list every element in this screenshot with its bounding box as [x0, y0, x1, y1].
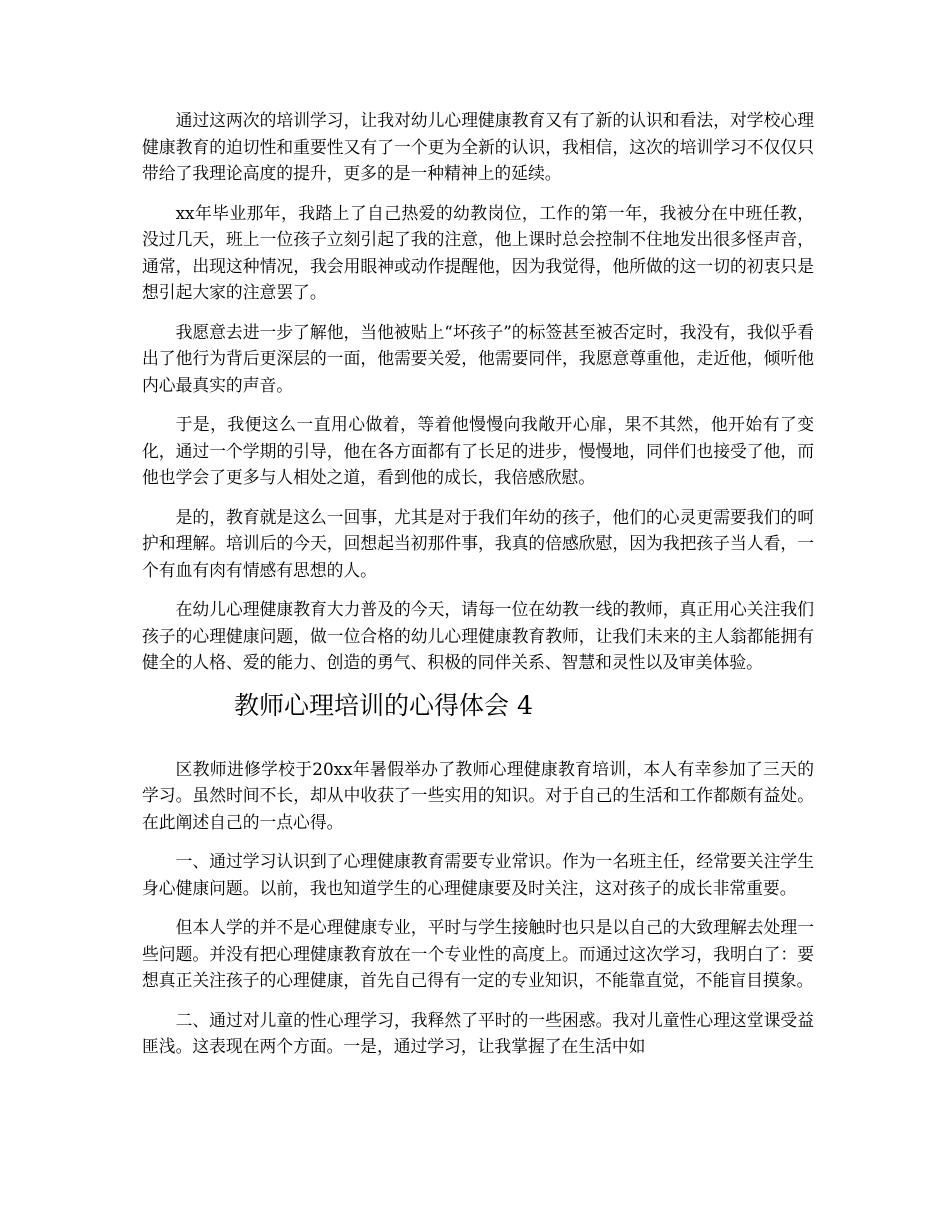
paragraph-1: 通过这两次的培训学习，让我对幼儿心理健康教育又有了新的认识和看法，对学校心理健康教育的迫切性和重要性又有了一个更为全新的认识，我相信，这次的培训学习不仅仅只带给了我理论高度的提升，更多的是一种精神上的延续。: [142, 110, 814, 183]
paragraph-10: 二、通过对儿童的性心理学习，我释然了平时的一些困惑。我对儿童性心理这堂课受益匪浅。这表现在两个方面。一是，通过学习，让我掌握了在生活中如: [142, 1009, 814, 1056]
paragraph-3: 我愿意去进一步了解他，当他被贴上“坏孩子”的标签甚至被否定时，我没有，我似乎看出了他行为背后更深层的一面，他需要关爱，他需要同伴，我愿意尊重他，走近他，倾听他内心最真实的声音。: [142, 321, 814, 395]
paragraph-5: 是的，教育就是这么一回事，尤其是对于我们年幼的孩子，他们的心灵更需要我们的呵护和理解。培训后的今天，回想起当初那件事，我真的倍感欣慰，因为我把孩子当人看，一个有血有肉有情感有思想的人。: [142, 506, 814, 580]
paragraph-2: xx年毕业那年，我踏上了自己热爱的幼教岗位，工作的第一年，我被分在中班任教，没过几天，班上一位孩子立刻引起了我的注意，他上课时总会控制不住地发出很多怪声音，通常，出现这种情况，我会用眼神或动作提醒他，因为我觉得，他所做的这一切的初衷只是想引起大家的注意罢了。: [142, 202, 814, 302]
paragraph-4: 于是，我便这么一直用心做着，等着他慢慢向我敞开心扉，果不其然，他开始有了变化，通过一个学期的引导，他在各方面都有了长足的进步，慢慢地，同伴们也接受了他，而他也学会了更多与人相处之道，看到他的成长，我倍感欣慰。: [142, 414, 814, 487]
section-heading: 教师心理培训的心得体会 4: [234, 690, 533, 720]
paragraph-8: 一、通过学习认识到了心理健康教育需要专业常识。作为一名班主任，经常要关注学生身心健康问题。以前，我也知道学生的心理健康要及时关注，这对孩子的成长非常重要。: [142, 851, 814, 898]
document-page: [142, 107, 814, 1073]
paragraph-9: 但本人学的并不是心理健康专业，平时与学生接触时也只是以自己的大致理解去处理一些问题。并没有把心理健康教育放在一个专业性的高度上。而通过这次学习，我明白了：要想真正关注孩子的心理健康，首先自己得有一定的专业知识，不能靠直觉，不能盲目摸象。: [142, 917, 814, 990]
paragraph-6: 在幼儿心理健康教育大力普及的今天，请每一位在幼教一线的教师，真正用心关注我们孩子的心理健康问题，做一位合格的幼儿心理健康教育教师，让我们未来的主人翁都能拥有健全的人格、爱的能力、创造的勇气、积极的同伴关系、智慧和灵性以及审美体验。: [142, 599, 814, 672]
paragraph-7: 区教师进修学校于20xx年暑假举办了教师心理健康教育培训，本人有幸参加了三天的学习。虽然时间不长，却从中收获了一些实用的知识。对于自己的生活和工作都颇有益处。在此阐述自己的一点心得。: [142, 758, 814, 832]
